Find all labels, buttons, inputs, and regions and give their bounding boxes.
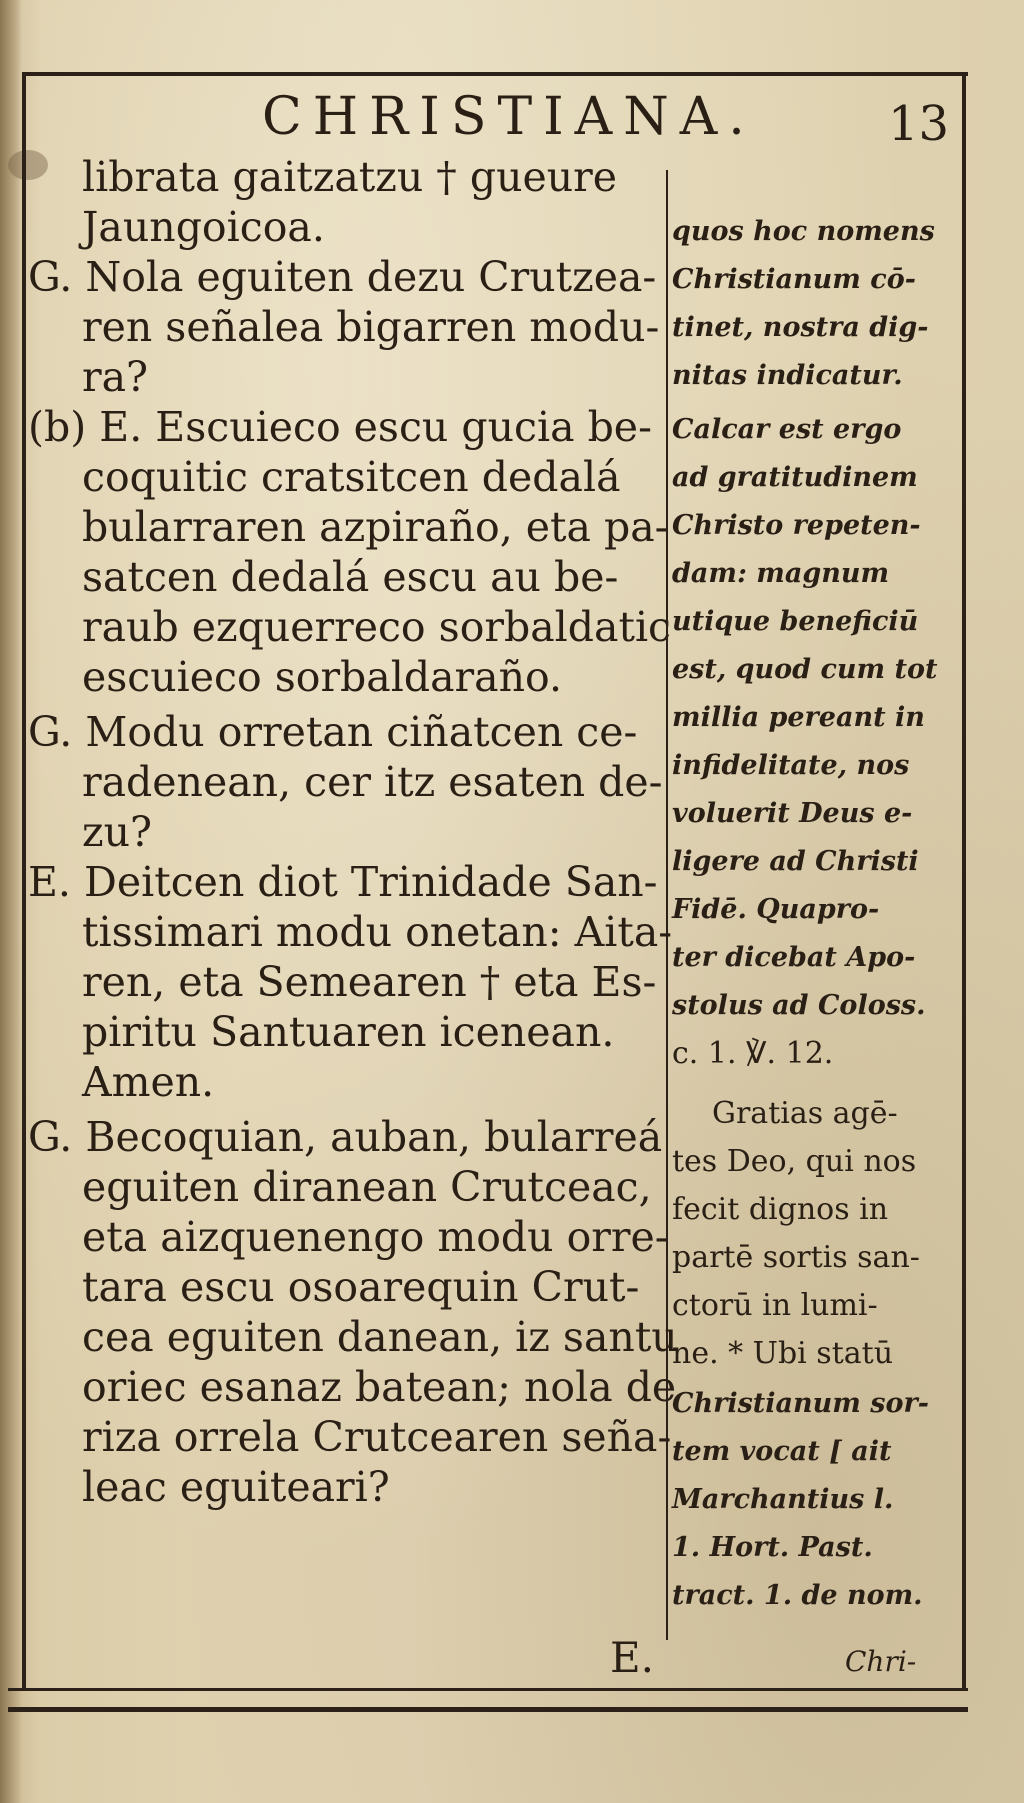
text-line: escuieco sorbaldaraño. [82,653,562,701]
text-line: (b) E. Escuieco escu gucia be- [28,403,652,451]
left-rule [22,72,26,1690]
text-line: ren, eta Semearen † eta Es- [82,958,657,1006]
text-line: Amen. [82,1058,215,1106]
text-line: cea eguiten danean, iz santu [82,1313,678,1361]
top-rule [22,72,968,76]
margin-line: nitas indicatur. [672,360,903,391]
text-line: E. Deitcen diot Trinidade San- [28,858,658,906]
text-line: eta aizquenengo modu orre- [82,1213,669,1261]
text-line: radenean, cer itz esaten de- [82,758,663,806]
margin-line: infidelitate, nos [672,750,910,781]
text-line: Jaungoicoa. [82,203,325,251]
margin-line: ter dicebat Apo- [672,942,916,973]
text-line: oriec esanaz batean; nola de [82,1363,677,1411]
margin-line: c. 1. ℣. 12. [672,1036,834,1071]
margin-line: dam: magnum [672,558,890,589]
text-line: librata gaitzatzu † gueure [82,153,618,201]
text-line: tissimari modu onetan: Aita- [82,908,673,956]
margin-line: voluerit Deus e- [672,798,913,829]
margin-line: stolus ad Coloss. [672,990,926,1021]
text-line: G. Becoquian, auban, bularreá [28,1113,663,1161]
margin-line: ctorū in lumi- [672,1288,878,1323]
running-head: CHRISTIANA. [262,87,756,147]
catchword: E. [610,1633,655,1682]
margin-line: 1. Hort. Past. [672,1532,873,1563]
text-line: riza orrela Crutcearen seña- [82,1413,672,1461]
text-line: ra? [82,353,149,401]
margin-line: ad gratitudinem [672,462,918,493]
text-line: tara escu osoarequin Crut- [82,1263,640,1311]
margin-line: tract. 1. de nom. [672,1580,923,1611]
right-rule [962,72,966,1690]
margin-line: millia pereant in [672,702,925,733]
margin-line: tinet, nostra dig- [672,312,929,343]
margin-line: Christianum sor- [672,1388,929,1419]
text-line: zu? [82,808,152,856]
margin-line: Christo repeten- [672,510,921,541]
text-line: satcen dedalá escu au be- [82,553,619,601]
margin-line: ne. * Ubi statū [672,1336,894,1371]
margin-line: Gratias agē- [712,1096,898,1131]
margin-line: fecit dignos in [672,1192,889,1227]
text-line: piritu Santuaren icenean. [82,1008,615,1056]
margin-line: quos hoc nomens [672,216,935,247]
margin-line: tes Deo, qui nos [672,1144,917,1179]
bottom-rule-heavy [8,1707,968,1712]
text-line: G. Nola eguiten dezu Crutzea- [28,253,657,301]
margin-line: partē sortis san- [672,1240,920,1275]
margin-line: Marchantius l. [672,1484,894,1515]
margin-line: Christianum cō- [672,264,916,295]
margin-line: est, quod cum tot [672,654,938,685]
page-number: 13 [888,96,950,152]
margin-line: ligere ad Christi [672,846,919,877]
margin-line: Calcar est ergo [672,414,902,445]
text-line: raub ezquerreco sorbaldatic [82,603,672,651]
text-line: bularraren azpiraño, eta pa- [82,503,669,551]
text-line: eguiten diranean Crutceac, [82,1163,652,1211]
margin-line: tem vocat [ ait [672,1436,892,1467]
margin-line: Fidē. Quapro- [672,894,880,925]
margin-catchword: Chri- [845,1645,917,1678]
ink-smudge [8,150,48,180]
margin-line: utique beneficiū [672,606,919,637]
text-line: G. Modu orretan ciñatcen ce- [28,708,638,756]
book-gutter [0,0,22,1803]
bottom-rule [8,1688,968,1691]
text-line: ren señalea bigarren modu- [82,303,660,351]
text-line: coquitic cratsitcen dedalá [82,453,621,501]
text-line: leac eguiteari? [82,1463,390,1511]
